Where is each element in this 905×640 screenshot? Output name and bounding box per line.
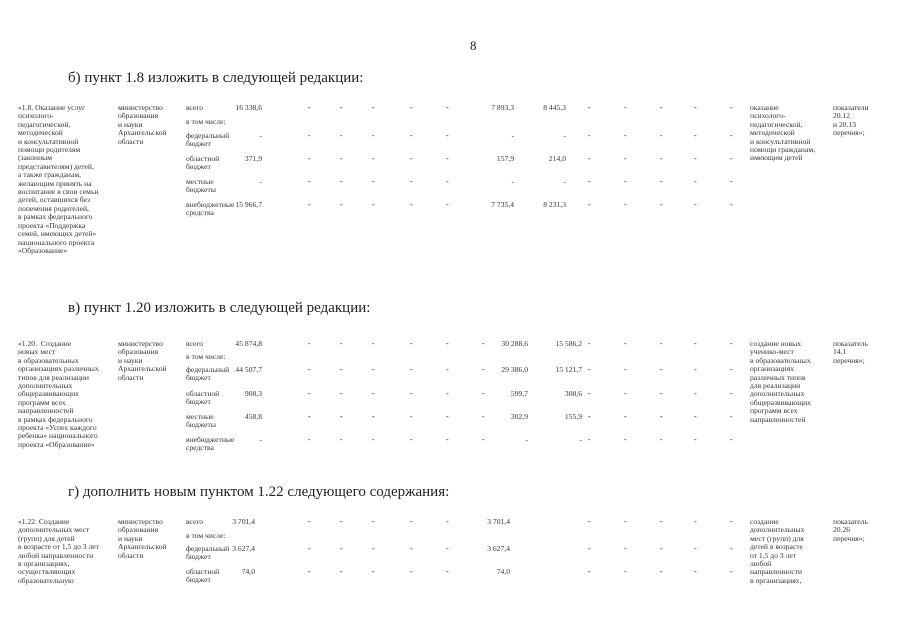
- empty-year-dash: -: [694, 200, 697, 209]
- empty-year-dash: -: [308, 177, 311, 186]
- executor-1-22: министерство образования и науки Архангельской области: [118, 517, 167, 560]
- funding-source-label: внебюджетные средства: [186, 200, 235, 218]
- empty-year-dash: -: [624, 200, 627, 209]
- empty-year-dash: -: [730, 567, 733, 576]
- funding-value: 15 121,7: [555, 365, 582, 374]
- funding-source-label: областной бюджет: [186, 154, 220, 172]
- empty-year-dash: -: [624, 103, 627, 112]
- empty-year-dash: -: [308, 339, 311, 348]
- empty-year-dash: -: [624, 567, 627, 576]
- item-name-1-22: «1.22. Создание дополнительных мест (групп) для детей в возрасте от 1,5 до 3 лет любой направленности в организациях, осуществляющих образовательную: [18, 517, 99, 585]
- empty-year-dash: -: [588, 517, 591, 526]
- empty-year-dash: -: [446, 389, 449, 398]
- empty-year-dash: -: [308, 200, 311, 209]
- empty-year-dash: -: [340, 544, 343, 553]
- empty-year-dash: -: [694, 177, 697, 186]
- empty-year-dash: -: [340, 154, 343, 163]
- empty-year-dash: -: [624, 154, 627, 163]
- empty-year-dash: -: [624, 412, 627, 421]
- empty-year-dash: -: [588, 103, 591, 112]
- empty-year-dash: -: [308, 131, 311, 140]
- funding-source-label: областной бюджет: [186, 567, 220, 585]
- indicator-1-22: показатель 20.26 перечня»;: [833, 517, 868, 543]
- funding-value: 157,9: [496, 154, 514, 163]
- empty-year-dash: -: [730, 365, 733, 374]
- empty-year-dash: -: [660, 517, 663, 526]
- funding-value: -: [259, 177, 262, 186]
- empty-year-dash: -: [446, 200, 449, 209]
- funding-value: -: [511, 177, 514, 186]
- empty-year-dash: -: [340, 389, 343, 398]
- item-name-1-8: «1.8. Оказание услуг психолого- педагогической, методической и консультативной помощи родителям (законным представителям) детей, а также гражданам, желающим принять на воспитание в свои семьи детей, оставшихся без попечения родителей, в рамках федерального проекта «Поддержка семей, имеющих детей» национального проекта «Образование»: [18, 103, 99, 255]
- empty-year-dash: -: [660, 154, 663, 163]
- empty-year-dash: -: [372, 544, 375, 553]
- funding-source-label: местные бюджеты: [186, 412, 216, 430]
- empty-year-dash: -: [410, 365, 413, 374]
- funding-value: 7 735,4: [491, 200, 514, 209]
- empty-year-dash: -: [694, 544, 697, 553]
- empty-year-dash: -: [372, 412, 375, 421]
- funding-value: 908,3: [244, 389, 262, 398]
- funding-value: 155,9: [564, 412, 582, 421]
- empty-year-dash: -: [660, 389, 663, 398]
- empty-year-dash: -: [308, 517, 311, 526]
- empty-year-dash: -: [410, 567, 413, 576]
- empty-year-dash: -: [730, 517, 733, 526]
- empty-year-dash: -: [372, 200, 375, 209]
- empty-year-dash: -: [588, 339, 591, 348]
- funding-value: -: [259, 131, 262, 140]
- empty-year-dash: -: [308, 103, 311, 112]
- empty-year-dash: -: [588, 389, 591, 398]
- empty-year-dash: -: [410, 412, 413, 421]
- empty-year-dash: -: [588, 365, 591, 374]
- funding-source-label: в том числе:: [186, 352, 226, 361]
- result-1-8: оказание психолого- педагогической, методической и консультативной помощи гражданам, имеющим детей: [750, 103, 816, 163]
- result-1-22: создание дополнительных мест (групп) для детей в возрасте от 1,5 до 3 лет любой направленности в организациях,: [750, 517, 805, 585]
- funding-value: 3 701,4: [487, 517, 510, 526]
- empty-year-dash: -: [730, 412, 733, 421]
- empty-year-dash: -: [482, 389, 485, 398]
- empty-year-dash: -: [730, 389, 733, 398]
- funding-value: -: [259, 435, 262, 444]
- funding-value: 8 445,3: [543, 103, 566, 112]
- empty-year-dash: -: [694, 567, 697, 576]
- empty-year-dash: -: [308, 567, 311, 576]
- empty-year-dash: -: [694, 412, 697, 421]
- empty-year-dash: -: [410, 103, 413, 112]
- empty-year-dash: -: [624, 435, 627, 444]
- empty-year-dash: -: [308, 412, 311, 421]
- funding-source-label: местные бюджеты: [186, 177, 216, 195]
- empty-year-dash: -: [340, 339, 343, 348]
- page-number: 8: [470, 38, 477, 53]
- funding-value: 599,7: [510, 389, 528, 398]
- empty-year-dash: -: [694, 131, 697, 140]
- funding-value: 7 893,3: [491, 103, 514, 112]
- empty-year-dash: -: [372, 517, 375, 526]
- funding-source-label: всего: [186, 517, 204, 526]
- empty-year-dash: -: [730, 544, 733, 553]
- empty-year-dash: -: [340, 177, 343, 186]
- empty-year-dash: -: [308, 365, 311, 374]
- funding-value: -: [525, 435, 528, 444]
- empty-year-dash: -: [588, 435, 591, 444]
- empty-year-dash: -: [588, 131, 591, 140]
- empty-year-dash: -: [660, 131, 663, 140]
- section-heading-1-22: г) дополнить новым пунктом 1.22 следующего содержания:: [68, 484, 450, 500]
- funding-value: -: [511, 131, 514, 140]
- empty-year-dash: -: [446, 177, 449, 186]
- funding-source-label: в том числе:: [186, 531, 226, 540]
- empty-year-dash: -: [624, 131, 627, 140]
- empty-year-dash: -: [308, 435, 311, 444]
- empty-year-dash: -: [446, 103, 449, 112]
- empty-year-dash: -: [482, 412, 485, 421]
- empty-year-dash: -: [410, 339, 413, 348]
- funding-value: 44 507,7: [235, 365, 262, 374]
- empty-year-dash: -: [694, 103, 697, 112]
- funding-source-label: областной бюджет: [186, 389, 220, 407]
- empty-year-dash: -: [730, 103, 733, 112]
- empty-year-dash: -: [446, 435, 449, 444]
- funding-value: 371,9: [244, 154, 262, 163]
- funding-value: 74,0: [496, 567, 510, 576]
- funding-value: 29 386,0: [501, 365, 528, 374]
- empty-year-dash: -: [340, 567, 343, 576]
- empty-year-dash: -: [308, 389, 311, 398]
- empty-year-dash: -: [372, 365, 375, 374]
- empty-year-dash: -: [694, 365, 697, 374]
- empty-year-dash: -: [446, 154, 449, 163]
- funding-source-label: федеральный бюджет: [186, 131, 230, 149]
- funding-value: 214,0: [548, 154, 566, 163]
- empty-year-dash: -: [410, 435, 413, 444]
- section-heading-1-20: в) пункт 1.20 изложить в следующей редакции:: [68, 300, 371, 316]
- empty-year-dash: -: [588, 544, 591, 553]
- funding-value: 8 231,3: [543, 200, 566, 209]
- indicator-1-8: показатели 20.12 и 20.13 перечня»;: [833, 103, 869, 138]
- empty-year-dash: -: [588, 154, 591, 163]
- funding-value: 3 627,4: [487, 544, 510, 553]
- empty-year-dash: -: [372, 389, 375, 398]
- executor-1-20: министерство образования и науки Архангельской области: [118, 339, 167, 382]
- funding-value: -: [563, 177, 566, 186]
- empty-year-dash: -: [372, 154, 375, 163]
- empty-year-dash: -: [694, 339, 697, 348]
- funding-value: 16 338,6: [235, 103, 262, 112]
- empty-year-dash: -: [660, 103, 663, 112]
- empty-year-dash: -: [340, 103, 343, 112]
- funding-value: 3 701,4: [232, 517, 255, 526]
- funding-source-label: в том числе:: [186, 117, 226, 126]
- funding-value: 30 288,6: [501, 339, 528, 348]
- funding-value: 308,6: [564, 389, 582, 398]
- empty-year-dash: -: [410, 200, 413, 209]
- empty-year-dash: -: [446, 517, 449, 526]
- empty-year-dash: -: [624, 339, 627, 348]
- funding-value: 302,9: [510, 412, 528, 421]
- empty-year-dash: -: [340, 365, 343, 374]
- funding-value: 45 874,8: [235, 339, 262, 348]
- empty-year-dash: -: [446, 412, 449, 421]
- empty-year-dash: -: [660, 200, 663, 209]
- empty-year-dash: -: [410, 177, 413, 186]
- empty-year-dash: -: [410, 389, 413, 398]
- funding-value: 458,8: [244, 412, 262, 421]
- empty-year-dash: -: [372, 131, 375, 140]
- empty-year-dash: -: [624, 365, 627, 374]
- empty-year-dash: -: [372, 339, 375, 348]
- empty-year-dash: -: [660, 412, 663, 421]
- funding-source-label: всего: [186, 103, 204, 112]
- empty-year-dash: -: [588, 412, 591, 421]
- executor-1-8: министерство образования и науки Архангельской области: [118, 103, 167, 146]
- funding-value: 3 627,4: [232, 544, 255, 553]
- empty-year-dash: -: [694, 517, 697, 526]
- empty-year-dash: -: [694, 154, 697, 163]
- empty-year-dash: -: [340, 200, 343, 209]
- funding-source-label: внебюджетные средства: [186, 435, 235, 453]
- empty-year-dash: -: [660, 435, 663, 444]
- empty-year-dash: -: [372, 103, 375, 112]
- empty-year-dash: -: [624, 177, 627, 186]
- empty-year-dash: -: [730, 339, 733, 348]
- empty-year-dash: -: [446, 365, 449, 374]
- empty-year-dash: -: [372, 567, 375, 576]
- funding-value: -: [579, 435, 582, 444]
- empty-year-dash: -: [446, 339, 449, 348]
- funding-source-label: федеральный бюджет: [186, 544, 230, 562]
- empty-year-dash: -: [482, 365, 485, 374]
- empty-year-dash: -: [730, 435, 733, 444]
- empty-year-dash: -: [482, 339, 485, 348]
- funding-value: 15 966,7: [235, 200, 262, 209]
- empty-year-dash: -: [372, 177, 375, 186]
- empty-year-dash: -: [694, 435, 697, 444]
- result-1-20: создание новых ученико-мест в образовательных организациях различных типов для реализации дополнительных общеразвивающих программ всех направленностей: [750, 339, 811, 424]
- empty-year-dash: -: [340, 517, 343, 526]
- empty-year-dash: -: [660, 365, 663, 374]
- section-heading-1-8: б) пункт 1.8 изложить в следующей редакции:: [68, 70, 364, 86]
- funding-value: 74,0: [241, 567, 255, 576]
- empty-year-dash: -: [730, 131, 733, 140]
- empty-year-dash: -: [308, 154, 311, 163]
- empty-year-dash: -: [340, 412, 343, 421]
- empty-year-dash: -: [730, 200, 733, 209]
- empty-year-dash: -: [588, 567, 591, 576]
- empty-year-dash: -: [624, 517, 627, 526]
- empty-year-dash: -: [588, 200, 591, 209]
- funding-source-label: всего: [186, 339, 204, 348]
- empty-year-dash: -: [446, 567, 449, 576]
- empty-year-dash: -: [660, 567, 663, 576]
- empty-year-dash: -: [410, 517, 413, 526]
- empty-year-dash: -: [372, 435, 375, 444]
- empty-year-dash: -: [660, 339, 663, 348]
- empty-year-dash: -: [660, 177, 663, 186]
- empty-year-dash: -: [588, 177, 591, 186]
- funding-value: -: [563, 131, 566, 140]
- empty-year-dash: -: [446, 131, 449, 140]
- empty-year-dash: -: [694, 389, 697, 398]
- empty-year-dash: -: [340, 435, 343, 444]
- empty-year-dash: -: [446, 544, 449, 553]
- empty-year-dash: -: [410, 544, 413, 553]
- funding-value: 15 586,2: [555, 339, 582, 348]
- empty-year-dash: -: [410, 131, 413, 140]
- empty-year-dash: -: [730, 154, 733, 163]
- empty-year-dash: -: [482, 435, 485, 444]
- empty-year-dash: -: [660, 544, 663, 553]
- empty-year-dash: -: [624, 389, 627, 398]
- funding-source-label: федеральный бюджет: [186, 365, 230, 383]
- item-name-1-20: «1.20. Создание новых мест в образовательных организациях различных типов для реализации дополнительных общеразвивающих программ всех направленностей в рамках федерального проекта «Успех каждого ребенка» национального проекта «Образование»: [18, 339, 99, 449]
- empty-year-dash: -: [340, 131, 343, 140]
- empty-year-dash: -: [730, 177, 733, 186]
- empty-year-dash: -: [624, 544, 627, 553]
- empty-year-dash: -: [308, 544, 311, 553]
- empty-year-dash: -: [410, 154, 413, 163]
- indicator-1-20: показатель 14.1 перечня»;: [833, 339, 868, 365]
